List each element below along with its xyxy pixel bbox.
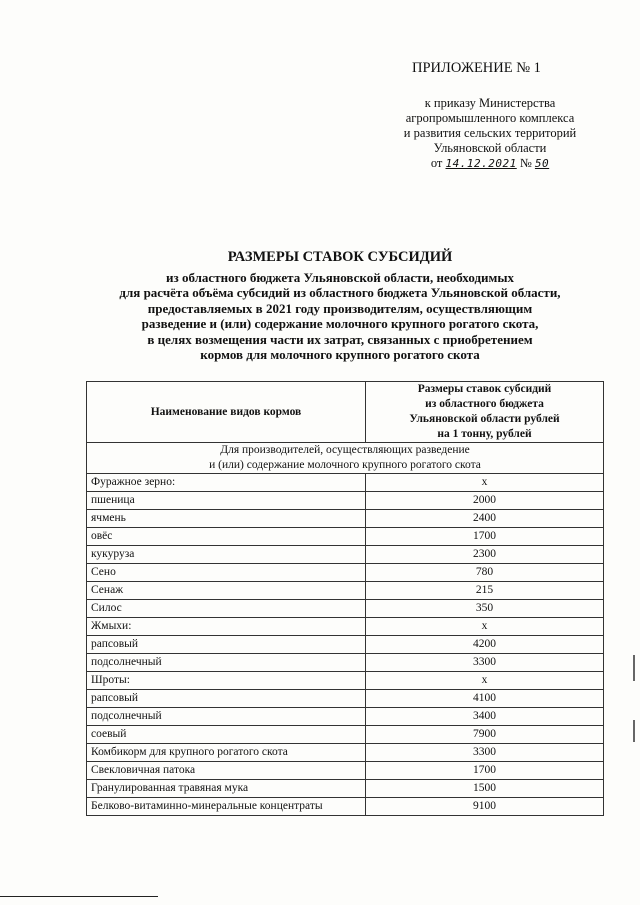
feed-name: овёс (87, 528, 366, 546)
table-row (87, 492, 604, 510)
rate-value: х (366, 474, 604, 492)
order-line: к приказу Министерства (424, 96, 556, 110)
rate-value: 4200 (366, 636, 604, 654)
order-line: и развития сельских территорий (403, 126, 577, 140)
header-rate-line: Размеры ставок субсидий (417, 383, 552, 395)
feed-name: Силос (87, 600, 366, 618)
section-line: Для производителей, осуществляющих разведение (220, 444, 470, 456)
table-row (87, 474, 604, 492)
rate-value: 1500 (366, 780, 604, 798)
title-line: из областного бюджета Ульяновской области, необходимых (165, 269, 515, 285)
table-row (87, 690, 604, 708)
feed-name: подсолнечный (87, 708, 366, 726)
table-row (87, 564, 604, 582)
header-feed-type: Наименование видов кормов (87, 382, 366, 443)
section-row (87, 443, 604, 474)
rate-value: 350 (366, 600, 604, 618)
rate-value: 2300 (366, 546, 604, 564)
feed-name: Сенаж (87, 582, 366, 600)
header-rate-line: на 1 тонну, рублей (437, 428, 532, 440)
feed-name: Сено (87, 564, 366, 582)
rate-value: 4100 (366, 690, 604, 708)
order-date-line (380, 156, 600, 171)
table-row (87, 798, 604, 816)
order-line: агропромышленного комплекса (405, 111, 575, 125)
rate-value: 3400 (366, 708, 604, 726)
rate-value: 1700 (366, 528, 604, 546)
header-rate-line: Ульяновской области рублей (409, 413, 560, 425)
handwritten-date: 14.12.2021 (445, 157, 517, 170)
title-main: РАЗМЕРЫ СТАВОК СУБСИДИЙ (227, 249, 453, 265)
feed-name: Свекловичная патока (87, 762, 366, 780)
feed-name: соевый (87, 726, 366, 744)
table-header-row (87, 382, 604, 443)
handwritten-number: 50 (534, 157, 550, 170)
table-row (87, 528, 604, 546)
table-row (87, 510, 604, 528)
title-line: разведение и (или) содержание молочного крупного рогатого скота, (141, 316, 539, 331)
feed-name: пшеница (87, 492, 366, 510)
scan-edge-mark (633, 720, 635, 742)
table-row (87, 618, 604, 636)
header-rate (366, 382, 604, 443)
feed-name: подсолнечный (87, 654, 366, 672)
table-row (87, 744, 604, 762)
table-row (87, 672, 604, 690)
table-row (87, 600, 604, 618)
title-line: для расчёта объёма субсидий из областного бюджета Ульяновской области, (119, 285, 561, 300)
title-line: предоставляемых в 2021 году производителям, осуществляющим (147, 300, 533, 316)
title-line: кормов для молочного крупного рогатого скота (200, 347, 480, 362)
table-row (87, 636, 604, 654)
feed-name: Гранулированная травяная мука (87, 780, 366, 798)
table-row (87, 582, 604, 600)
feed-name: рапсовый (87, 690, 366, 708)
subsidy-rates-table (86, 381, 604, 816)
table-row (87, 780, 604, 798)
number-prefix: № (519, 156, 532, 170)
table-row (87, 762, 604, 780)
appendix-number: ПРИЛОЖЕНИЕ № 1 (412, 60, 541, 76)
rate-value: х (366, 672, 604, 690)
order-reference (380, 96, 600, 171)
rate-value: 9100 (366, 798, 604, 816)
feed-name: Шроты: (87, 672, 366, 690)
section-line: и (или) содержание молочного крупного рогатого скота (209, 459, 481, 471)
table-row (87, 546, 604, 564)
feed-name: ячмень (87, 510, 366, 528)
order-line: Ульяновской области (433, 141, 547, 155)
table-row (87, 654, 604, 672)
feed-name: Жмыхи: (87, 618, 366, 636)
rate-value: 3300 (366, 654, 604, 672)
feed-name: Фуражное зерно: (87, 474, 366, 492)
rate-value: 3300 (366, 744, 604, 762)
document-title (40, 250, 640, 363)
feed-name: Белково-витаминно-минеральные концентраты (87, 798, 366, 816)
scan-edge-mark (633, 655, 635, 681)
feed-name: Комбикорм для крупного рогатого скота (87, 744, 366, 762)
feed-name: кукуруза (87, 546, 366, 564)
rate-value: 2000 (366, 492, 604, 510)
rate-value: 1700 (366, 762, 604, 780)
table-row (87, 708, 604, 726)
footer-rule (0, 896, 158, 897)
section-cell (87, 443, 604, 474)
feed-name: рапсовый (87, 636, 366, 654)
rate-value: 215 (366, 582, 604, 600)
table-row (87, 726, 604, 744)
rate-value: х (366, 618, 604, 636)
rate-value: 2400 (366, 510, 604, 528)
title-line: в целях возмещения части их затрат, связанных с приобретением (147, 331, 533, 347)
rate-value: 780 (366, 564, 604, 582)
rate-value: 7900 (366, 726, 604, 744)
header-rate-line: из областного бюджета (425, 398, 544, 410)
date-prefix: от (430, 156, 443, 170)
